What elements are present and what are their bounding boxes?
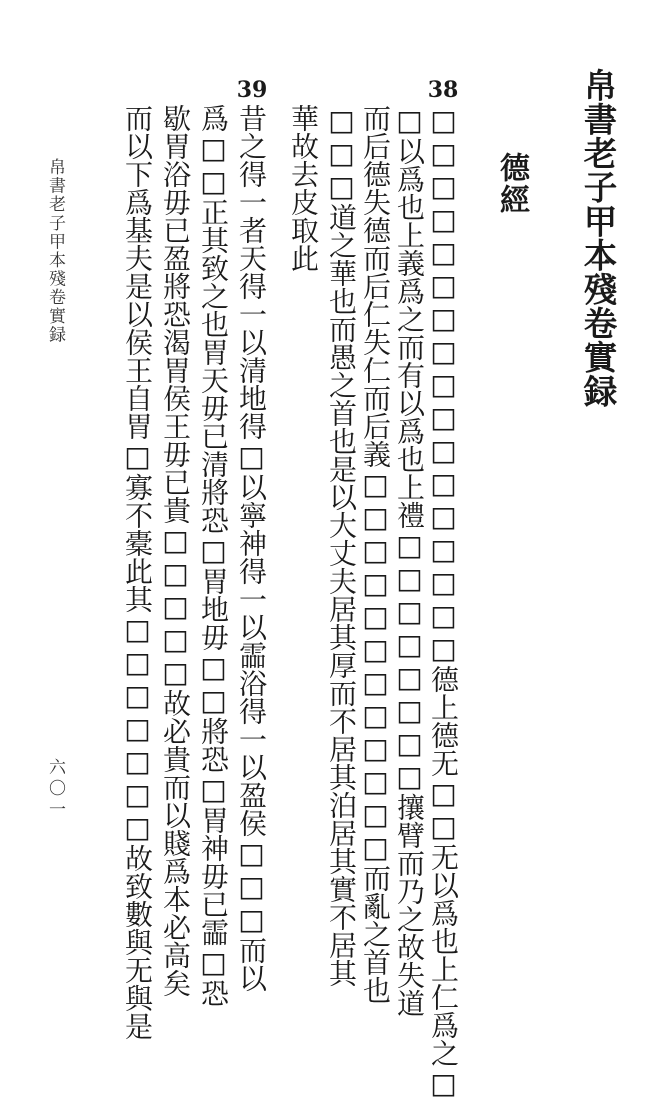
passage-38-line-1: □□□□□□□□□□□□□□□□□德上德无□□无以爲也上仁爲之□ xyxy=(427,104,460,1100)
passage-39-line-3: 歇胃浴毋已盈將恐渴胃侯王毋已貴□□□□□故必貴而以賤爲本必高矣 xyxy=(159,104,192,997)
passage-number-39: 39 xyxy=(236,77,268,103)
passage-38-line-4: □□□道之華也而愚之首也是以大丈夫居其厚而不居其泊居其實不居其 xyxy=(325,104,358,987)
passage-number-38: 38 xyxy=(427,77,459,103)
passage-39-line-4: 而以下爲基夫是以侯王自胃□寡不橐此其□□□□□□□故致數與无與是 xyxy=(121,104,154,1040)
passage-38-line-5: 華故去皮取此 xyxy=(287,104,320,272)
passage-39-line-1: 昔之得一者天得一以清地得□以寧神得一以霝浴得一以盈侯□□□而以 xyxy=(235,104,268,992)
page-number: 六〇一 xyxy=(45,758,65,821)
passage-38-line-2: □以爲也上義爲之而有以爲也上禮□□□□□□□□攘臂而乃之故失道 xyxy=(393,104,426,1017)
section-title: 德經 xyxy=(494,152,529,216)
page-title: 帛書老子甲本殘卷實録 xyxy=(578,68,617,408)
passage-38-line-3: 而后德失德而后仁失仁而后義□□□□□□□□□□□□而亂之首也 xyxy=(359,104,392,1004)
passage-39-line-2: 爲□□正其致之也胃天毋已清將恐□胃地毋□□將恐□胃神毋已霝□恐 xyxy=(197,104,230,1007)
running-head: 帛書老子甲本殘卷實録 xyxy=(45,158,65,344)
